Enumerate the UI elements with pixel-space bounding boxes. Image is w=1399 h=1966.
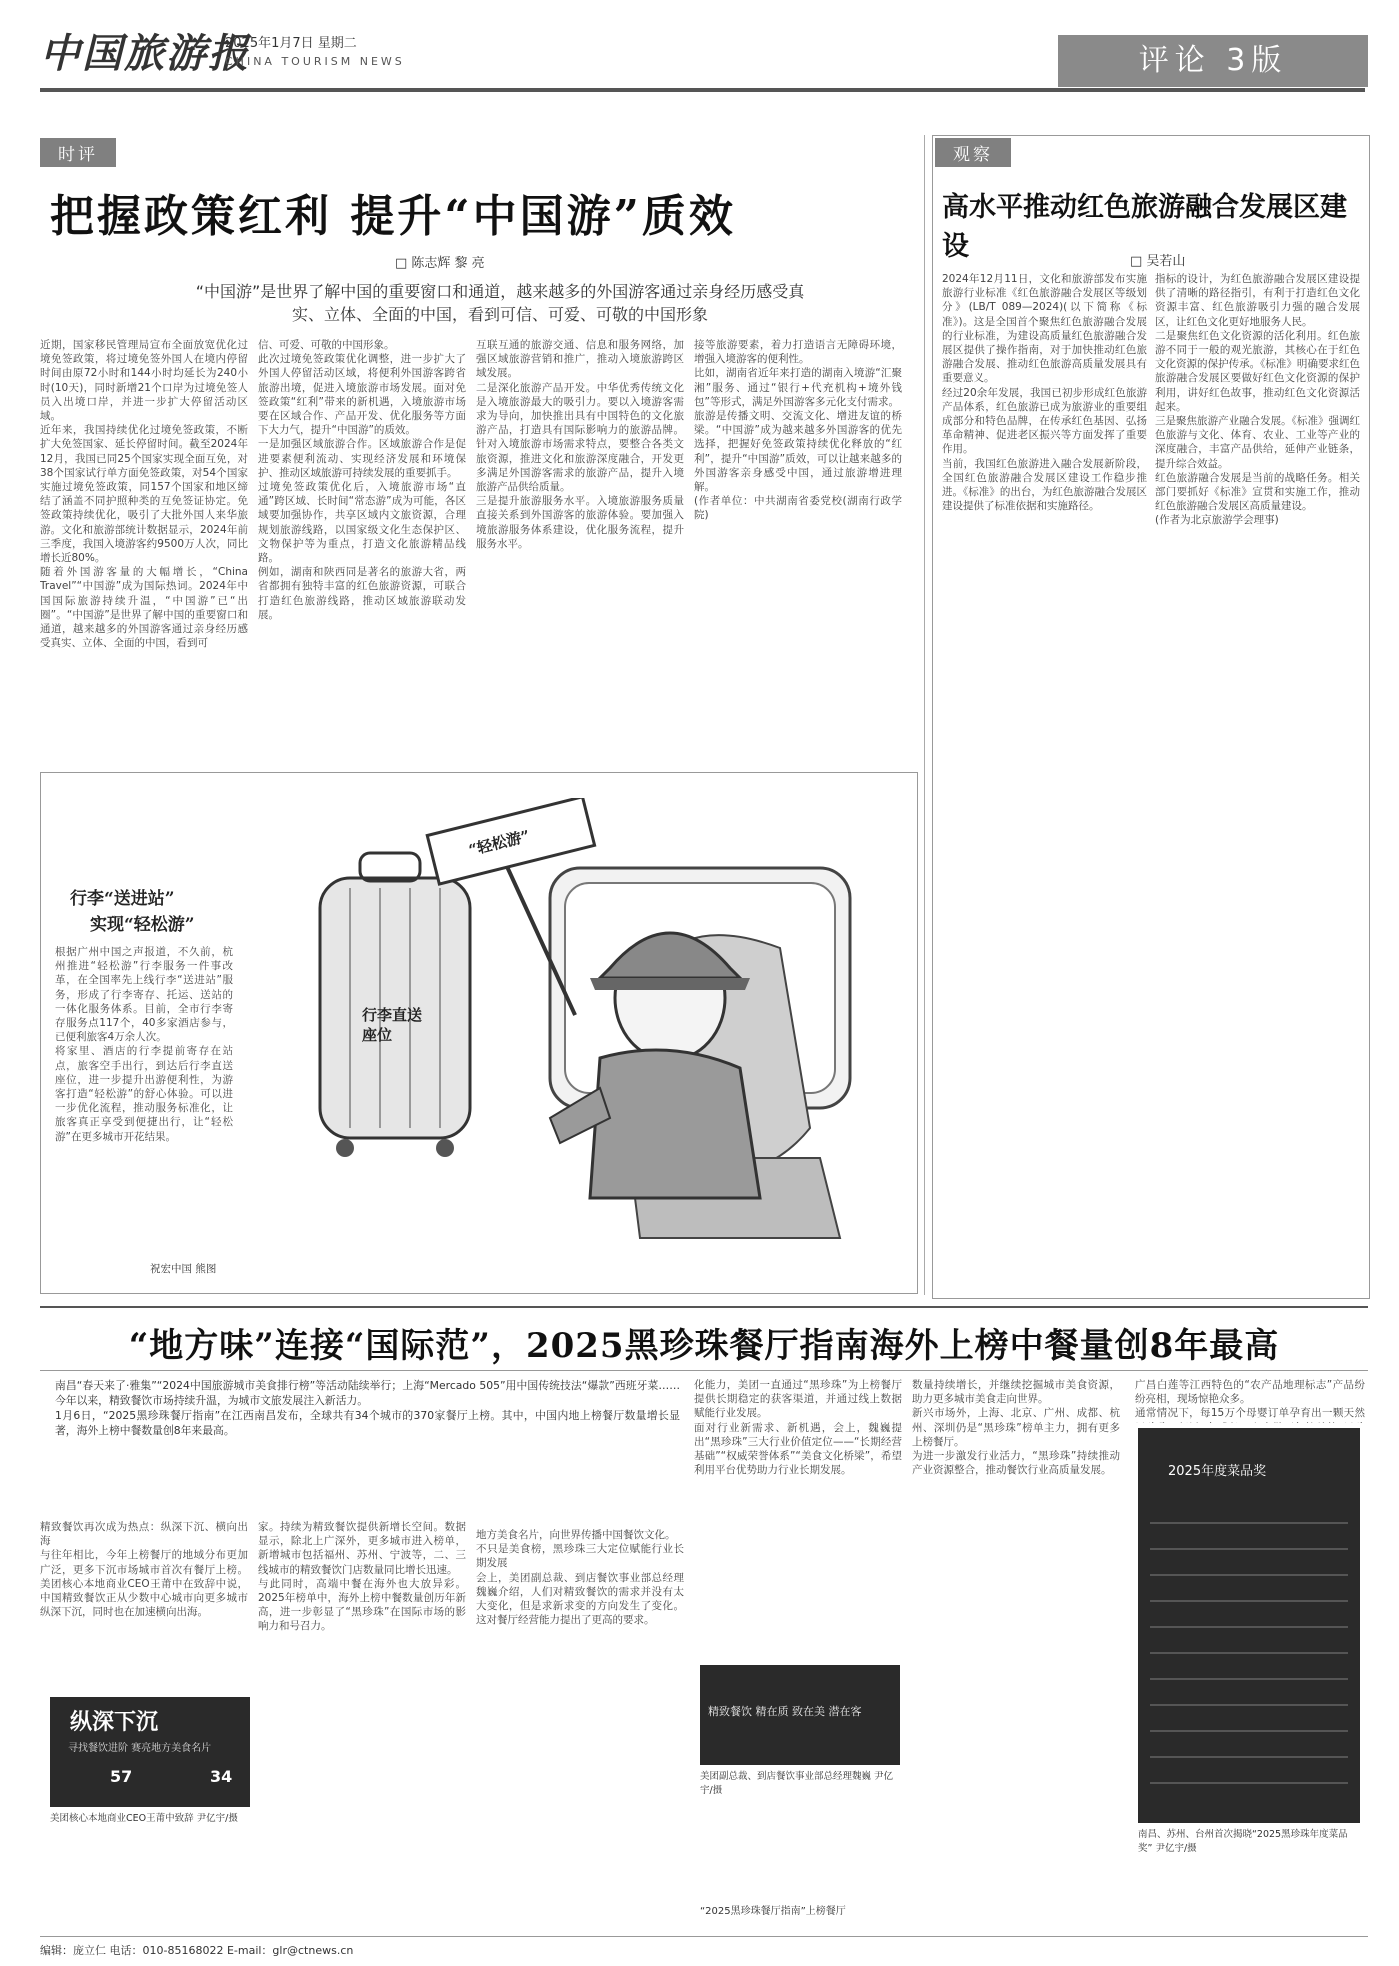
photo-1-stat-2: 34: [210, 1767, 233, 1786]
bottom-intro: 南昌“春天来了·雅集”“2024中国旅游城市美食排行榜”等活动陆续举行；上海“Mercado 505”用中国传统技法“爆款”西班牙菜……今年以来，精致餐饮市场持续升温，为城市文旅发展注入新活力。 1月6日，“2025黑珍珠餐厅指南”在江西南昌发布，全球共有34个城市的370家餐厅上榜。其中，中国内地上榜餐厅数量增长显著，海外上榜中餐数量创8年来最高。: [55, 1379, 680, 1437]
section-page-label: 评论 3版: [1058, 35, 1368, 87]
photo-1-big-text: 纵深下沉: [70, 1710, 159, 1735]
bottom-column-3: 地方美食名片，向世界传播中国餐饮文化。 不只是美食榜，黑珍珠三大定位赋能行业长期发展 会上，美团副总裁、到店餐饮事业部总经理魏巍介绍，人们对精致餐饮的需求并没有太大变化，但是求新求变的方向发生了变化。这对餐厅经营能力提出了更高的要求。: [476, 1529, 684, 1627]
photo-2-caption: 美团副总裁、到店餐饮事业部总经理魏巍 尹亿宇/摄: [700, 1771, 894, 1796]
bottom-column-2: 家。持续为精致餐饮提供新增长空间。数据显示，除北上广深外，更多城市进入榜单，新增城市包括福州、苏州、宁波等，二、三线城市的精致餐饮门店数量同比增长迅速。 与此同时，高端中餐在海外也大放异彩。2025年榜单中，海外上榜中餐数量创历年新高，进一步彰显了“黑珍珠”在国际市场的影响力和号召力。: [258, 1521, 466, 1633]
cartoon-suitcase-text: 行李直送座位: [362, 1006, 423, 1044]
illustration-title-2: 实现“轻松游”: [90, 915, 195, 935]
photo-subhead-caption: “2025黑珍珠餐厅指南”上榜餐厅: [700, 1906, 846, 1917]
bottom-column-6-top: 广昌白莲等江西特色的“农产品地理标志”产品纷纷亮相，现场惊艳众多。 通常情况下，每15万个母婴订单孕育出一颗天然: [1135, 1379, 1365, 1420]
left-column-4: 接等旅游要素，着力打造语言无障碍环境，增强入境游客的便利性。 比如，湖南省近年来打造的湖南入境游“汇聚湘”服务、通过“银行+代充机构+境外钱包”等形式，满足外国游客多元化支付需求。 旅游是传播文明、交流文化、增进友谊的桥梁。“中国游”成为越来越多外国游客的优先选择，把握好免签政策持续优化释放的“红利”，提升“中国游”质效，可以让越来越多的外国游客亲身感受中国，通过旅游增进理解。 (作者单位：中共湖南省委党校(湖南行政学院): [694, 339, 902, 522]
photo-1: [50, 1697, 250, 1807]
column-divider: [924, 135, 925, 1295]
photo-3-big-text: 2025年度菜品奖: [1168, 1464, 1267, 1479]
left-column-1: 近期，国家移民管理局宣布全面放宽优化过境免签政策，将过境免签外国人在境内停留时间由原72小时和144小时均延长为240小时(10天)，同时新增21个口岸为过境免签人员入出境口岸，并进一步扩大停留活动区域。 近年来，我国持续优化过境免签政策，不断扩大免签国家、延长停留时间。截至2024年12月，我国已同25个国家实现全面互免，对38个国家试行单方面免签政策，对54个国家实施过境免签政策，同157个国家和地区缔结了涵盖不同护照种类的互免签证协定。免签政策持续优化，吸引了大批外国人来华旅游。文化和旅游部统计数据显示，2024年前三季度，我国入境游客约9500万人次，同比增长近80%。 随着外国游客量的大幅增长，“China Travel”“中国游”成为国际热词。2024年中国国际旅游持续升温，“中国游”已“出圈”。“中国游”是世界了解中国的重要窗口和通道，越来越多的外国游客通过亲身经历感受真实、立体、全面的中国，看到可: [40, 339, 248, 650]
section-tag-observation: 观察: [935, 138, 1011, 167]
photo-3: [1138, 1428, 1360, 1823]
photo-3-dish-list: [1150, 1498, 1348, 1808]
right-column-1: 2024年12月11日，文化和旅游部发布实施旅游行业标准《红色旅游融合发展区等级划分》(LB/T 089—2024)(以下简称《标准》)。这是全国首个聚焦红色旅游融合发展的行业标准，为建设高质量红色旅游融合发展区提供了操作指南，对于加快推动红色旅游融合发展、推动红色旅游高质量发展具有重要意义。 经过20余年发展，我国已初步形成红色旅游产品体系，红色旅游已成为旅游业的重要组成部分和特色品牌，在传承红色基因、弘扬革命精神、促进老区振兴等方面发挥了重要作用。 当前，我国红色旅游进入融合发展新阶段，全国红色旅游融合发展区建设工作稳步推进。《标准》的出台，为红色旅游融合发展区建设提供了标准依据和实施路径。: [942, 273, 1147, 513]
left-headline: 把握政策红利 提升“中国游”质效: [50, 191, 736, 242]
english-title: CHINA TOURISM NEWS: [225, 55, 405, 68]
right-headline: 高水平推动红色旅游融合发展区建设: [942, 192, 1347, 262]
bottom-column-5: 数量持续增长，并继续挖掘城市美食资源，助力更多城市美食走向世界。 新兴市场外，上海、北京、广州、成都、杭州、深圳仍是“黑珍珠”榜单主力，拥有更多上榜餐厅。 为进一步激发行业活力，“黑珍珠”持续推动产业资源整合，推动餐饮行业高质量发展。: [912, 1379, 1120, 1477]
footer-rule: [40, 1936, 1368, 1937]
photo-2: [700, 1665, 900, 1765]
newspaper-logo: 中国旅游报: [40, 30, 250, 77]
section-tag-commentary: 时评: [40, 138, 116, 167]
illustration-body: 根据广州中国之声报道，不久前，杭州推进“轻松游”行李服务一件事改革，在全国率先上线行李“送进站”服务，形成了行李寄存、托运、送站的一体化服务体系。目前，全市行李寄存服务点117个，40多家酒店参与，已便利旅客4万余人次。 将家里、酒店的行李提前寄存在站点，旅客空手出行，到达后行李直送座位，进一步提升出游便利性，为游客打造“轻松游”的舒心体验。可以进一步优化流程，推动服务标准化，让旅客真正享受到便捷出行，让“轻松游”在更多城市开花结果。: [55, 946, 233, 1143]
bottom-headline-rule: [40, 1370, 1368, 1371]
photo-1-sub-text: 寻找餐饮进阶 赛亮地方美食名片: [68, 1743, 212, 1754]
left-column-3: 互联互通的旅游交通、信息和服务网络，加强区域旅游营销和推广，推动入境旅游跨区域发展。 二是深化旅游产品开发。中华优秀传统文化是入境旅游最大的吸引力。要以入境游客需求为导向，加快推出具有中国特色的文化旅游产品，打造具有国际影响力的旅游品牌。针对入境旅游市场需求特点，要整合各类文旅资源，推进文化和旅游深度融合，开发更多满足外国游客需求的旅游产品，提升入境旅游产品供给质量。 三是提升旅游服务水平。入境旅游服务质量直接关系到外国游客的旅游体验。要加强入境旅游服务体系建设，优化服务流程，提升服务水平。: [476, 339, 684, 550]
cartoon-sign-text: “轻松游”: [466, 826, 532, 860]
right-column-2: 指标的设计，为红色旅游融合发展区建设提供了清晰的路径指引，有利于打造红色文化资源丰富、红色旅游吸引力强的融合发展区，让红色文化更好地服务人民。 二是聚焦红色文化资源的活化利用。红色旅游不同于一般的观光旅游，其核心在于红色文化资源的保护传承。《标准》明确要求红色旅游融合发展区要做好红色文化资源的保护利用，讲好红色故事，推动红色文化资源活起来。 三是聚焦旅游产业融合发展。《标准》强调红色旅游与文化、体育、农业、工业等产业的深度融合，丰富产品供给，延伸产业链条，提升综合效益。 红色旅游融合发展是当前的战略任务。相关部门要抓好《标准》宣贯和实施工作，推动红色旅游融合发展区高质量建设。 (作者为北京旅游学会理事): [1155, 273, 1360, 527]
photo-1-stat-1: 57: [110, 1767, 133, 1786]
photo-3-caption: 南昌、苏州、台州首次揭晓“2025黑珍珠年度菜品奖” 尹亿宇/摄: [1138, 1829, 1348, 1854]
bottom-column-1: 精致餐饮再次成为热点：纵深下沉、横向出海 与往年相比，今年上榜餐厅的地域分布更加广泛，更多下沉市场城市首次有餐厅上榜。美团核心本地商业CEO王莆中在致辞中说，中国精致餐饮正从少数中心城市向更多城市纵深下沉，同时也在加速横向出海。: [40, 1521, 248, 1619]
bottom-rule: [40, 1306, 1368, 1308]
footer-editor: 编辑：庞立仁 电话：010-85168022 E-mail：glr@ctnews.cn: [40, 1944, 354, 1957]
left-lede-line1: “中国游”是世界了解中国的重要窗口和通道，越来越多的外国游客通过亲身经历感受真: [195, 282, 805, 301]
masthead-rule: [40, 88, 1365, 92]
illustration-title-1: 行李“送进站”: [70, 889, 175, 909]
left-byline: □ 陈志辉 黎 亮: [395, 256, 485, 271]
left-column-2: 信、可爱、可敬的中国形象。 此次过境免签政策优化调整，进一步扩大了外国人停留活动区域，将便利外国游客跨省旅游出境，促进入境旅游市场发展。面对免签政策“红利”带来的新机遇，入境旅游市场要在区域合作、产品开发、优化服务等方面下大力气，提升“中国游”的质效。 一是加强区域旅游合作。区域旅游合作是促进要素便利流动、实现经济发展和环境保护、推动区域旅游可持续发展的重要抓手。 过境免签政策优化后，入境旅游市场“直通”跨区域、长时间“常态游”成为可能，各区域要加强协作，共享区域内文旅资源，合理规划旅游线路，以国家级文化生态保护区、文物保护等为重点，打造文化旅游精品线路。 例如，湖南和陕西同是著名的旅游大省，两省都拥有独特丰富的红色旅游资源，可联合打造红色旅游线路，推动区域旅游联动发展。: [258, 339, 466, 621]
bottom-column-4: 化能力，美团一直通过“黑珍珠”为上榜餐厅提供长期稳定的获客渠道，并通过线上数据赋能行业发展。 面对行业新需求、新机遇，会上，魏巍提出“黑珍珠”三大行业价值定位——“长期经营基础”“权威荣誉体系”“美食文化桥梁”，希望利用平台优势助力行业长期发展。: [694, 1379, 902, 1477]
photo-1-caption: 美团核心本地商业CEO王莆中致辞 尹亿宇/摄: [50, 1813, 238, 1824]
left-lede-line2: 实、立体、全面的中国，看到可信、可爱、可敬的中国形象: [291, 305, 708, 324]
right-byline: □ 吴若山: [1130, 254, 1186, 269]
bottom-headline: “地方味”连接“国际范”，2025黑珍珠餐厅指南海外上榜中餐量创8年最高: [128, 1326, 1280, 1366]
photo-2-big-text: 精致餐饮 精在质 致在美 潜在客: [708, 1705, 862, 1718]
issue-date: 2025年1月7日 星期二: [225, 36, 357, 51]
illustration-credit: 祝宏中国 熊图: [150, 1263, 217, 1275]
